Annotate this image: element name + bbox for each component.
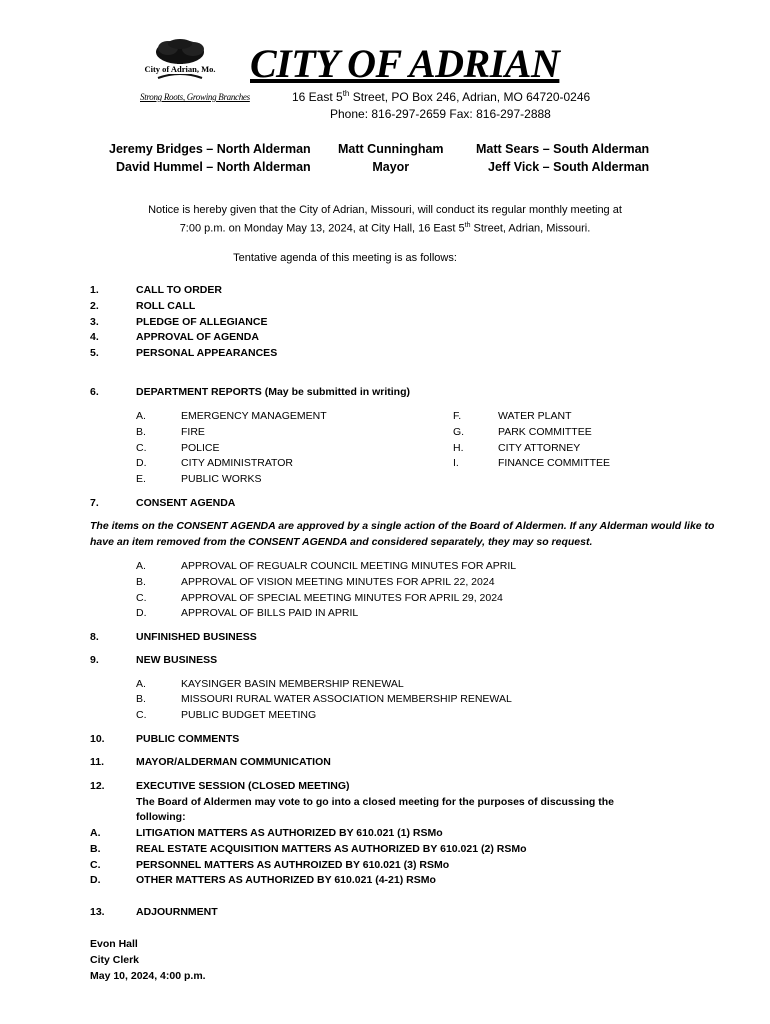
notice-line-2: 7:00 p.m. on Monday May 13, 2024, at City Hall, 16 East 5th Street, Adrian, Missouri. [179,222,591,235]
agenda-page: City of Adrian, Mo. Strong Roots, Growing Branches CITY OF ADRIAN 16 East 5th Street, PO Box 246, Adrian, MO 64720-0246 Phone: 816-297-2659 Fax: 816-297-2888 Jeremy Bridges – North Alderman David Hummel – North Alderman Matt Cunningham Mayor Matt Sears – South Alderman Jeff Vick – South Alderman Notice is hereby given that the City of Adrian, Missouri, will conduct its regular monthly meeting at 7:00 p.m. on Monday May 13, 2024, at City Hall, 16 East 5th Street, Adrian, Missouri. Tentative agenda of this meeting is as follows: 1. CALL TO ORDER 2. ROLL CALL 3. PLEDGE OF ALLEGIANCE 4. APPROVAL OF AGENDA 5. PERSONAL APPEARANCES 6. DEPARTMENT REPORTS (May be submitted in writing) A. EMERGENCY MANAGEMENT F. WATER PLANT B. FIRE G. PARK COMMITTEE C. POLICE H. CITY ATTORNEY D. CITY ADMINISTRATOR I. FINANCE COMMITTEE E. PUBLIC WORKS 7. CONSENT AGENDA The items on the CONSENT AGENDA are approved by a single action of the Board of Aldermen. If any Alderman would like to have an item removed from the CONSENT AGENDA and considered separately, they may so request. A. APPROVAL OF REGUALR COUNCIL MEETING MINUTES FOR APRIL B. APPROVAL OF VISION MEETING MINUTES FOR APRIL 22, 2024 C. APPROVAL OF SPECIAL MEETING MINUTES FOR APRIL 29, 2024 D. APPROVAL OF BILLS PAID IN APRIL 8. UNFINISHED BUSINESS 9. NEW BUSINESS A. KAYSINGER BASIN MEMBERSHIP RENEWAL B. MISSOURI RURAL WATER ASSOCIATION MEMBERSHIP RENEWAL C. PUBLIC BUDGET MEETING 10. PUBLIC COMMENTS 11. MAYOR/ALDERMAN COMMUNICATION 12. EXECUTIVE SESSION (CLOSED MEETING) The Board of Aldermen may vote to go into a closed meeting for the purposes of discussing the following: A. LITIGATION MATTERS AS AUTHORIZED BY 610.021 (1) RSMo B. REAL ESTATE ACQUISITION MATTERS AS AUTHORIZED BY 610.021 (2) RSMo C. PERSONNEL MATTERS AS AUTHROIZED BY 610.021 (3) RSMo D. OTHER MATTERS AS AUTHORIZED BY 610.021 (4-21) RSMo 13. ADJOURNMENT Evon Hall City Clerk May 10, 2024, 4:00 p.m. [0,0,770,1024]
notice-date: May 10, 2024, 4:00 p.m. [90,970,206,982]
south-aldermen [476,140,649,176]
signature-block [90,936,206,984]
clerk-title: City Clerk [90,954,140,966]
alderman-name: Jeff Vick – South Alderman [488,160,650,174]
phone-fax: Phone: 816-297-2659 Fax: 816-297-2888 [330,107,551,121]
notice-line-1: Notice is hereby given that the City of Adrian, Missouri, will conduct its regular monthly meeting at [148,204,622,216]
meeting-notice [90,202,680,237]
logo-tagline: Strong Roots, Growing Branches [140,92,250,102]
mayor [338,140,444,176]
alderman-name: David Hummel – North Alderman [115,160,311,174]
clerk-name: Evon Hall [90,938,138,950]
alderman-name: Matt Sears – South Alderman [476,142,650,156]
mayor-title: Mayor [372,160,410,174]
tentative-agenda-intro: Tentative agenda of this meeting is as follows: [233,252,457,264]
consent-agenda-note: The items on the CONSENT AGENDA are approved by a single action of the Board of Aldermen. If any Alderman would like to have an item removed from the CONSENT AGENDA and considered separately, they may so request. [90,520,715,548]
page-title: CITY OF ADRIAN [250,41,560,86]
alderman-name: Jeremy Bridges – North Alderman [109,142,311,156]
logo-city-text: City of Adrian, Mo. [138,64,222,74]
tree-icon [138,38,222,84]
city-logo [138,38,250,110]
mayor-name: Matt Cunningham [338,142,444,156]
north-aldermen [109,140,311,176]
address: 16 East 5th Street, PO Box 246, Adrian, MO 64720-0246 [292,89,591,104]
